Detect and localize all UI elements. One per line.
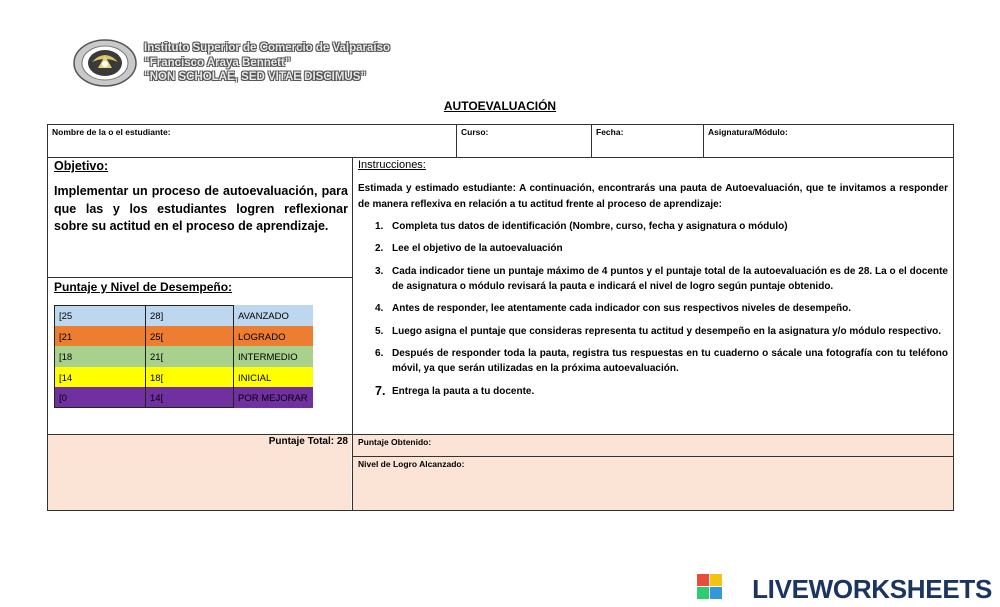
level-name: AVANZADO: [238, 311, 289, 322]
scoring-heading: Puntaje y Nivel de Desempeño:: [54, 280, 233, 294]
level-row: [54, 387, 313, 408]
performance-levels-table: [54, 305, 313, 408]
liveworksheets-cubes-icon: [697, 574, 723, 600]
levels-divider: [145, 305, 146, 408]
objective-heading: Objetivo:: [54, 159, 109, 173]
instructions-list: [358, 219, 948, 406]
level-from: [14: [59, 372, 73, 384]
total-score-label: Puntaje Total: 28: [268, 436, 348, 447]
page-title: AUTOEVALUACIÓN: [443, 99, 557, 113]
instructions-heading: Instrucciones:: [358, 159, 426, 171]
level-from: [21: [59, 331, 73, 343]
level-to: 14[: [150, 393, 164, 405]
level-from: [25: [59, 311, 73, 322]
institution-name: Instituto Superior de Comercio de Valparaíso: [144, 42, 391, 54]
level-row: [54, 305, 313, 326]
list-item: 2. Lee el objetivo de la autoevaluación: [375, 243, 563, 255]
level-row: [54, 367, 313, 388]
level-row: [54, 346, 313, 367]
level-name: INICIAL: [238, 372, 272, 384]
course-label: Curso:: [461, 127, 489, 137]
level-to: 25[: [150, 331, 164, 343]
obtained-score-label: Puntaje Obtenido:: [358, 437, 432, 447]
brand-logo[interactable]: LIVEWORKSHEETS: [752, 574, 992, 604]
institution-header: [144, 41, 390, 85]
school-crest-icon: [72, 38, 138, 88]
level-name: INTERMEDIO: [238, 352, 298, 364]
level-to: 18[: [150, 372, 164, 384]
level-to: 28]: [150, 311, 164, 322]
achievement-level-label: Nivel de Logro Alcanzado:: [358, 459, 465, 469]
list-item: 6. Después de responder toda la pauta, registra tus respuestas en tu cuaderno o sácale una fotografía con tu teléfono móvil, ya que serán utilizadas en la próxima autoevaluación.: [375, 347, 948, 375]
objective-text: Implementar un proceso de autoevaluación, para que las y los estudiantes logren reflexionar sobre su actitud en el proceso de aprendizaje.: [54, 184, 348, 233]
level-from: [0: [59, 393, 67, 405]
level-row: [54, 326, 313, 347]
level-name: LOGRADO: [238, 331, 286, 343]
subject-label: Asignatura/Módulo:: [708, 127, 788, 137]
institution-motto: “NON SCHOLAE, SED VITAE DISCIMUS”: [144, 71, 367, 83]
level-name: POR MEJORAR: [238, 393, 308, 405]
level-to: 21[: [150, 352, 164, 364]
student-name-label: Nombre de la o el estudiante:: [52, 127, 171, 137]
list-item: 7. Entrega la pauta a tu docente.: [375, 383, 535, 398]
date-label: Fecha:: [596, 127, 624, 137]
list-item: 3. Cada indicador tiene un puntaje máximo de 4 puntos y el puntaje total de la autoevaluación es de 28. La o el docente de asignatura o módulo revisará la pauta e indicará el nivel de logro según puntaje obtenido.: [375, 265, 948, 293]
obtained-score-cell[interactable]: [353, 435, 953, 456]
list-item: 5. Luego asigna el puntaje que consideras representa tu actitud y desempeño en la asignatura y/o módulo respectivo.: [375, 325, 942, 337]
list-item: 1. Completa tus datos de identificación (Nombre, curso, fecha y asignatura o módulo): [375, 221, 788, 232]
level-from: [18: [59, 352, 73, 364]
list-item: 4. Antes de responder, lee atentamente cada indicador con sus respectivos niveles de desempeño.: [375, 303, 852, 315]
institution-subtitle: “Francisco Araya Bennett”: [144, 56, 291, 69]
instructions-intro: Estimada y estimado estudiante: A continuación, encontrarás una pauta de Autoevaluación, que te invitamos a responder de manera reflexiva en relación a tu actitud frente al proceso de aprendizaje:: [358, 183, 948, 210]
